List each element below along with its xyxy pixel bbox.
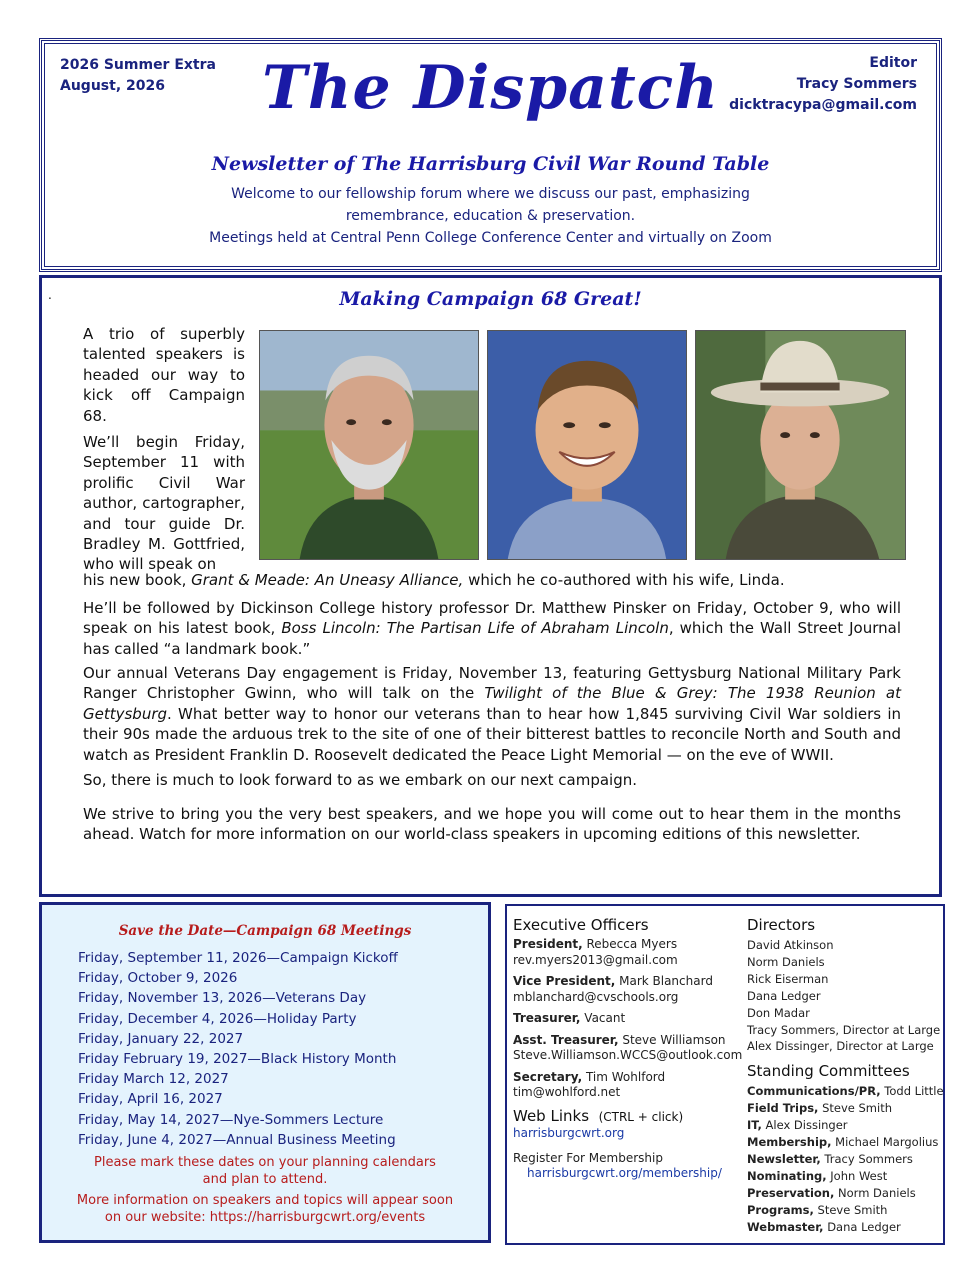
email[interactable]: mblanchard@cvschools.org [513, 989, 679, 1004]
director-name: David Atkinson [747, 938, 834, 952]
events-link[interactable]: on our website: https://harrisburgcwrt.org/events [104, 1209, 426, 1225]
register-label: Register For Membership [513, 1150, 663, 1165]
edition: 2026 Summer Extra [60, 57, 216, 73]
name: Tracy Sommers [820, 1151, 913, 1166]
director-name: Tracy Sommers, Director at Large [747, 1022, 941, 1037]
role: Newsletter, [747, 1151, 821, 1166]
feature-article [39, 275, 942, 897]
name: Mark Blanchard [615, 974, 713, 988]
role: Communications/PR, [747, 1084, 881, 1099]
committee-item [747, 1117, 947, 1134]
officers-panel [505, 904, 945, 1245]
name: Steve Smith [818, 1101, 892, 1116]
committee-item [747, 1202, 947, 1219]
talk-title: Twilight of the Blue & Grey: The 1938 Reunion at Gettysburg [83, 684, 901, 723]
name: Norm Daniels [834, 1185, 916, 1200]
editor-email[interactable]: dicktracypa@gmail.com [729, 97, 917, 113]
committee-item [747, 1151, 947, 1168]
hint: (CTRL + click) [598, 1109, 684, 1124]
speaker-photo-gottfried [259, 330, 479, 560]
committee-item [747, 1168, 947, 1185]
newsletter-title: The Dispatch [262, 53, 719, 123]
save-date-title: Save the Date—Campaign 68 Meetings [118, 923, 412, 939]
role: Membership, [747, 1135, 832, 1150]
text: Our annual Veterans Day engagement is Friday, November 13, featuring Gettysburg National Military Park Ranger Christopher Gwinn, who will talk on the [83, 664, 901, 703]
officer-secretary [513, 1070, 733, 1101]
director-name: Rick Eiserman [747, 971, 829, 986]
marker: . [48, 288, 52, 302]
website-note [42, 1193, 488, 1226]
meeting-date: Friday, December 4, 2026—Holiday Party [78, 1010, 357, 1027]
committee-item [747, 1219, 947, 1236]
officer-asst-treasurer [513, 1032, 743, 1064]
intro-paragraph: We’ll begin Friday, September 11 with prolific Civil War author, cartographer, and tour guide Dr. Bradley M. Gottfried, who will speak on [83, 433, 245, 574]
meeting-date: Friday, November 13, 2026—Veterans Day [78, 990, 367, 1007]
meeting-date: Friday, January 22, 2027 [78, 1030, 244, 1047]
masthead [39, 38, 942, 272]
editor-name: Tracy Sommers [796, 76, 917, 92]
name: Tim Wohlford [582, 1069, 666, 1084]
role: Vice President, [513, 974, 616, 988]
website-link[interactable]: harrisburgcwrt.org [513, 1125, 625, 1140]
meeting-date: Friday, May 14, 2027—Nye-Sommers Lecture [78, 1111, 384, 1128]
name: Todd Little [880, 1084, 944, 1099]
membership-link[interactable]: harrisburgcwrt.org/membership/ [527, 1165, 722, 1180]
article-title: Making Campaign 68 Great! [339, 288, 642, 310]
officer-vice-president [513, 974, 733, 1005]
heading-text: Web Links [513, 1106, 590, 1125]
article-paragraph [83, 663, 901, 765]
role: Field Trips, [747, 1101, 819, 1116]
role: President, [513, 937, 583, 951]
meeting-date: Friday March 12, 2027 [78, 1071, 229, 1088]
note-line: and plan to attend. [202, 1171, 328, 1187]
welcome-line: Welcome to our fellowship forum where we discuss our past, emphasizing [231, 186, 750, 202]
role: Treasurer, [513, 1011, 581, 1025]
meeting-date: Friday, September 11, 2026—Campaign Kickoff [78, 950, 398, 966]
article-intro [83, 324, 245, 581]
text: , which the Wall Street Journal has called “a landmark book.” [83, 619, 901, 658]
name: Rebecca Myers [582, 937, 678, 951]
name: Dana Ledger [823, 1219, 901, 1234]
editor-info [729, 53, 917, 116]
director-name: Dana Ledger [747, 988, 821, 1003]
newsletter-subtitle: Newsletter of The Harrisburg Civil War Round Table [211, 153, 770, 175]
note-line: More information on speakers and topics will appear soon [76, 1193, 454, 1208]
article-paragraph [83, 570, 901, 590]
committee-item [747, 1083, 947, 1100]
officers-heading: Executive Officers [513, 916, 649, 934]
text: He’ll be followed by Dickinson College history professor Dr. Matthew Pinsker on Friday, October 9, who will speak on his latest book, [83, 599, 901, 638]
role: Programs, [747, 1202, 814, 1217]
committee-item [747, 1134, 947, 1151]
director-name: Alex Dissinger, Director at Large [747, 1039, 934, 1054]
text: which he co-authored with his wife, Linda. [463, 571, 785, 589]
name: Steve Smith [813, 1202, 888, 1217]
web-links-heading [513, 1107, 733, 1125]
article-paragraph [83, 598, 901, 659]
role: Nominating, [747, 1168, 827, 1183]
book-title: Boss Lincoln: The Partisan Life of Abraham Lincoln [281, 619, 669, 638]
committee-item [747, 1100, 947, 1117]
name: John West [826, 1168, 888, 1183]
welcome-text [42, 183, 939, 249]
speaker-photo-gwinn [695, 330, 906, 560]
role: IT, [747, 1118, 762, 1133]
officer-treasurer [513, 1011, 733, 1027]
name: Alex Dissinger [761, 1118, 848, 1133]
article-paragraph: So, there is much to look forward to as we embark on our next campaign. [83, 771, 637, 789]
role: Preservation, [747, 1185, 835, 1200]
name: Vacant [580, 1011, 626, 1025]
email[interactable]: Steve.Williamson.WCCS@outlook.com [513, 1048, 743, 1062]
director-name: Don Madar [747, 1005, 810, 1020]
speaker-photo-pinsker [487, 330, 687, 560]
note-line: Please mark these dates on your planning calendars [94, 1155, 436, 1170]
directors-column [747, 916, 947, 1236]
name: Steve Williamson [618, 1032, 726, 1047]
intro-paragraph: A trio of superbly talented speakers is headed our way to kick off Campaign 68. [83, 325, 245, 425]
officer-president [513, 937, 733, 968]
book-title: Grant & Meade: An Uneasy Alliance, [191, 571, 464, 589]
directors-heading: Directors [747, 916, 816, 934]
email[interactable]: tim@wohlford.net [513, 1085, 621, 1099]
calendar-note [42, 1155, 488, 1188]
role: Webmaster, [747, 1219, 824, 1234]
meeting-date: Friday February 19, 2027—Black History Month [78, 1051, 397, 1068]
email[interactable]: rev.myers2013@gmail.com [513, 952, 678, 967]
save-the-date-panel [39, 902, 491, 1243]
text: . What better way to honor our veterans than to hear how 1,845 surviving Civil War soldiers in their 90s made the arduous trek to the site of one of their bitterest battles to reconcile North and South and watch as President Franklin D. Roosevelt dedicated the Peace Light Memorial — on the eve of WWII. [83, 704, 901, 764]
article-paragraph: We strive to bring you the very best speakers, and we hope you will come out to hear them in the months ahead. Watch for more information on our world-class speakers in upcoming editions of this newsletter. [83, 805, 901, 844]
welcome-line: remembrance, education & preservation. [345, 208, 636, 224]
name: Michael Margolius [831, 1135, 939, 1150]
meeting-list [78, 948, 398, 1150]
role: Asst. Treasurer, [513, 1032, 619, 1047]
role: Secretary, [513, 1069, 583, 1084]
editor-label: Editor [869, 55, 917, 71]
meeting-date: Friday, April 16, 2027 [78, 1091, 223, 1108]
committees-heading: Standing Committees [747, 1062, 910, 1081]
meeting-date: Friday, October 9, 2026 [78, 970, 238, 987]
welcome-line: Meetings held at Central Penn College Conference Center and virtually on Zoom [209, 230, 772, 246]
text: his new book, [83, 571, 192, 589]
director-name: Norm Daniels [747, 954, 825, 969]
issue-date: August, 2026 [60, 78, 165, 94]
executive-officers [513, 916, 743, 1181]
committee-item [747, 1185, 947, 1202]
meeting-date: Friday, June 4, 2027—Annual Business Meeting [78, 1131, 396, 1148]
